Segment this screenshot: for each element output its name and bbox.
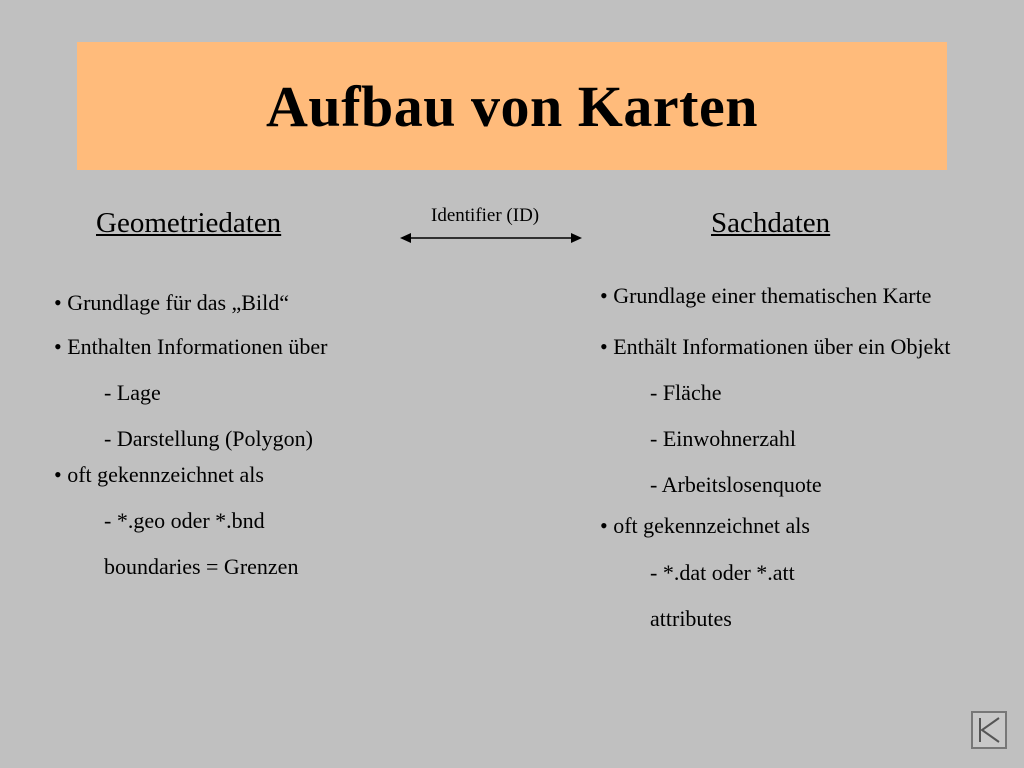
left-item: • Grundlage für das „Bild“ xyxy=(54,290,289,315)
right-subitem: - Fläche xyxy=(650,380,722,405)
left-heading: Geometriedaten xyxy=(96,207,282,239)
right-heading: Sachdaten xyxy=(711,207,831,239)
right-item: • oft gekennzeichnet als xyxy=(600,513,810,538)
right-item: • Grundlage einer thematischen Karte xyxy=(600,283,932,308)
double-arrow-icon xyxy=(400,229,582,247)
left-subitem: - *.geo oder *.bnd xyxy=(104,508,265,533)
slide-title: Aufbau von Karten xyxy=(266,73,758,139)
right-subitem: - Einwohnerzahl xyxy=(650,426,796,451)
left-subitem: - Lage xyxy=(104,380,161,405)
right-subitem: attributes xyxy=(650,606,732,631)
left-subitem: boundaries = Grenzen xyxy=(104,554,299,579)
right-subitem: - *.dat oder *.att xyxy=(650,560,795,585)
left-subitem: - Darstellung (Polygon) xyxy=(104,426,313,451)
left-item: • Enthalten Informationen über xyxy=(54,334,328,359)
title-box xyxy=(77,42,947,170)
right-item: • Enthält Informationen über ein Objekt xyxy=(600,334,951,359)
first-slide-button[interactable] xyxy=(971,711,1007,749)
left-item: • oft gekennzeichnet als xyxy=(54,462,264,487)
first-slide-icon xyxy=(973,713,1005,747)
identifier-label: Identifier (ID) xyxy=(431,205,540,226)
right-subitem: - Arbeitslosenquote xyxy=(650,472,822,497)
